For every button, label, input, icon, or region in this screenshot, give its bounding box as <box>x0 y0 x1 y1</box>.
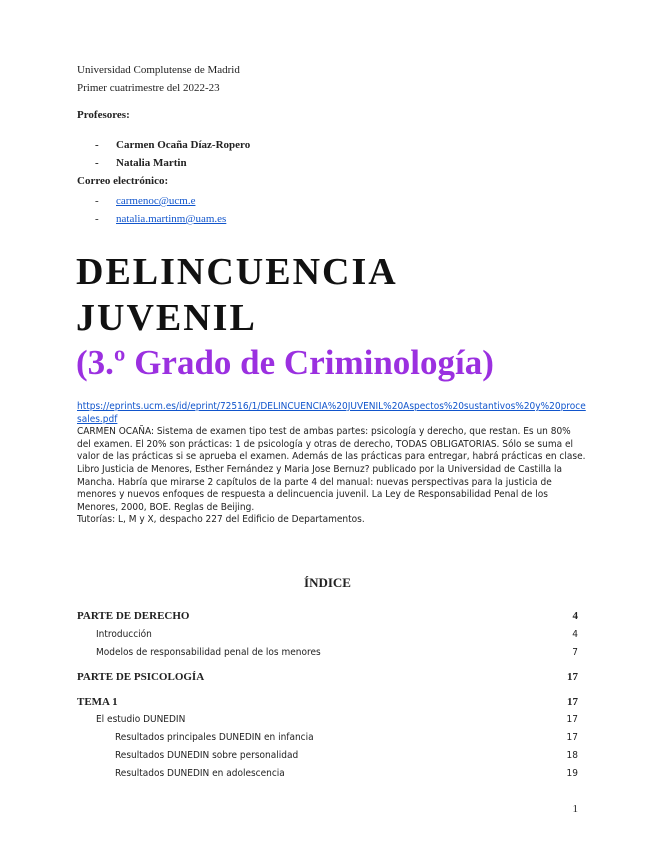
toc-entry[interactable] <box>77 610 578 626</box>
toc-entry[interactable] <box>77 647 578 663</box>
document-header <box>77 61 240 97</box>
title-line: DELINCUENCIA <box>76 251 398 293</box>
dash-bullet: - <box>95 213 99 225</box>
professor-name: Carmen Ocaña Díaz-Ropero <box>116 139 251 151</box>
professor-name: Natalia Martin <box>116 157 187 169</box>
toc-entry-text: Resultados DUNEDIN en adolescencia <box>115 768 285 779</box>
tutorias-line: Tutorías: L, M y X, despacho 227 del Edificio de Departamentos. <box>77 514 365 526</box>
document-title <box>76 249 398 341</box>
toc-page-number: 17 <box>566 732 578 743</box>
toc-entry-text: PARTE DE PSICOLOGÍA <box>77 671 205 683</box>
dash-bullet: - <box>95 195 99 207</box>
toc-entry[interactable] <box>77 696 578 712</box>
toc-page-number: 18 <box>566 750 578 761</box>
notes-paragraph: CARMEN OCAÑA: Sistema de examen tipo test de ambas partes: psicología y derecho, que restan. Es un 80% del examen. El 20% son prácticas: 1 de psicología y otras de derecho, TODAS OBLIGATORIAS. Sólo se suma el valor de las prácticas si se aprueba el examen. Además de las prácticas para entregar, habrá prácticas en clase. Libro Justicia de Menores, Esther Fernández y Maria Jose Bernuz? publicado por la Universidad de Castilla la Mancha. Habría que mirarse 2 capítulos de la parte 4 del manual: nuevas perspectivas para la justicia de menores y nuevos enfoques de respuesta a delincuencia juvenil. La Ley de Responsabilidad Penal de los Menores, 2000, BOE. Reglas de Beijing. <box>77 426 586 513</box>
toc-entry[interactable] <box>77 629 578 645</box>
toc-entry-text: Resultados DUNEDIN sobre personalidad <box>115 750 299 761</box>
dash-bullet: - <box>95 157 99 169</box>
toc-entry[interactable] <box>77 714 578 730</box>
university-name: Universidad Complutense de Madrid <box>77 64 240 76</box>
toc-entry-text: Modelos de responsabilidad penal de los menores <box>96 647 321 658</box>
title-line: JUVENIL <box>76 297 257 339</box>
toc-page-number: 17 <box>567 671 578 683</box>
dash-bullet: - <box>95 139 99 151</box>
professors-label: Profesores: <box>77 109 130 121</box>
toc-entry[interactable] <box>77 671 578 687</box>
list-item <box>95 210 226 228</box>
toc-page-number: 17 <box>567 696 578 708</box>
document-subtitle: (3.º Grado de Criminología) <box>76 343 494 382</box>
list-item <box>95 136 250 154</box>
toc-entry-text: Introducción <box>96 629 152 640</box>
index-heading: ÍNDICE <box>304 575 351 590</box>
toc-entry-text: Resultados principales DUNEDIN en infancia <box>115 732 314 743</box>
toc-entry[interactable] <box>77 768 578 784</box>
toc-entry[interactable] <box>77 750 578 766</box>
toc-page-number: 7 <box>572 647 578 658</box>
toc-page-number: 19 <box>566 768 578 779</box>
email-label: Correo electrónico: <box>77 175 169 187</box>
toc-entry-text: El estudio DUNEDIN <box>96 714 186 725</box>
toc-page-number: 17 <box>566 714 578 725</box>
page-number: 1 <box>572 803 578 815</box>
list-item <box>95 154 250 172</box>
toc-entry-text: TEMA 1 <box>77 696 118 708</box>
email-link[interactable]: carmenoc@ucm.e <box>116 195 196 207</box>
professors-list <box>95 136 250 172</box>
course-notes <box>77 401 587 527</box>
toc-entry[interactable] <box>77 732 578 748</box>
email-list <box>95 192 226 228</box>
term-line: Primer cuatrimestre del 2022-23 <box>77 82 220 94</box>
toc-entry-text: PARTE DE DERECHO <box>77 610 190 622</box>
list-item <box>95 192 226 210</box>
toc-page-number: 4 <box>572 629 578 640</box>
email-link[interactable]: natalia.martinm@uam.es <box>116 213 227 225</box>
toc-page-number: 4 <box>572 610 578 622</box>
reference-link[interactable]: https://eprints.ucm.es/id/eprint/72516/1/DELINCUENCIA%20JUVENIL%20Aspectos%20sustantivos%20y%20procesales.pdf <box>77 401 586 425</box>
